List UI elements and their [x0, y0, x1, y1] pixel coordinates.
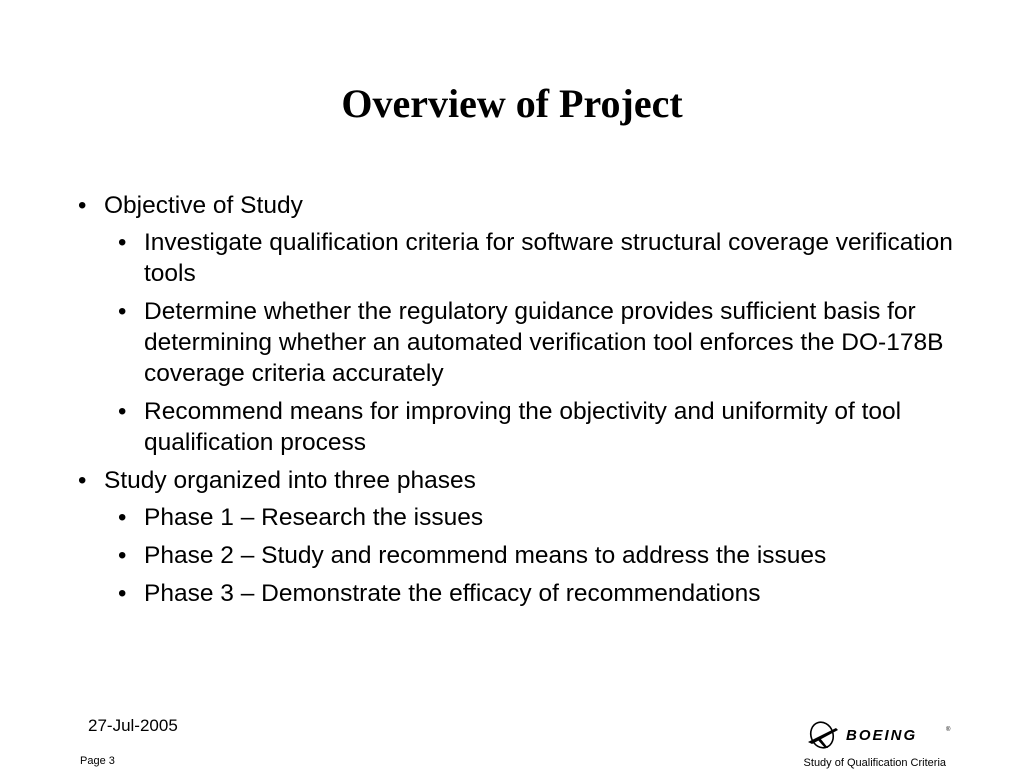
logo-text: BOEING — [846, 727, 918, 744]
sub-bullet-item — [118, 296, 958, 389]
sub-bullet-item — [118, 502, 958, 533]
sub-bullet-text: Determine whether the regulatory guidance provides sufficient basis for determining whether an automated verification tool enforces the DO-178B coverage criteria accurately — [144, 298, 944, 387]
sub-bullet-text: Phase 2 – Study and recommend means to address the issues — [144, 542, 827, 569]
sub-bullet-list — [118, 227, 958, 458]
sub-bullet-text: Recommend means for improving the objectivity and uniformity of tool qualification process — [144, 398, 902, 456]
bullet-text: Objective of Study — [104, 192, 303, 219]
bullet-dot-icon: • — [118, 580, 127, 607]
sub-bullet-text: Phase 3 – Demonstrate the efficacy of recommendations — [144, 580, 761, 607]
registered-mark-icon: ® — [946, 727, 951, 733]
bullet-dot-icon: • — [118, 504, 127, 531]
slide-title: Overview of Project — [341, 81, 683, 126]
sub-bullet-item — [118, 227, 958, 289]
footer-date: 27-Jul-2005 — [88, 716, 178, 735]
sub-bullet-item — [118, 540, 958, 571]
bullet-dot-icon: • — [78, 467, 87, 494]
bullet-dot-icon: • — [118, 398, 127, 425]
sub-bullet-item — [118, 578, 958, 609]
sub-bullet-text: Investigate qualification criteria for software structural coverage verification tools — [144, 229, 953, 287]
boeing-logo-icon — [806, 718, 956, 752]
sub-bullet-text: Phase 1 – Research the issues — [144, 504, 484, 531]
sub-bullet-item — [118, 396, 958, 458]
bullet-list — [78, 190, 958, 616]
footer-page-number: Page 3 — [80, 755, 115, 767]
bullet-phases — [78, 465, 958, 609]
sub-bullet-list — [118, 502, 958, 609]
footer-study-title: Study of Qualification Criteria — [803, 757, 946, 769]
bullet-dot-icon: • — [78, 192, 87, 219]
bullet-text: Study organized into three phases — [104, 467, 476, 494]
bullet-dot-icon: • — [118, 542, 127, 569]
bullet-objective — [78, 190, 958, 458]
bullet-dot-icon: • — [118, 298, 127, 325]
bullet-dot-icon: • — [118, 229, 127, 256]
